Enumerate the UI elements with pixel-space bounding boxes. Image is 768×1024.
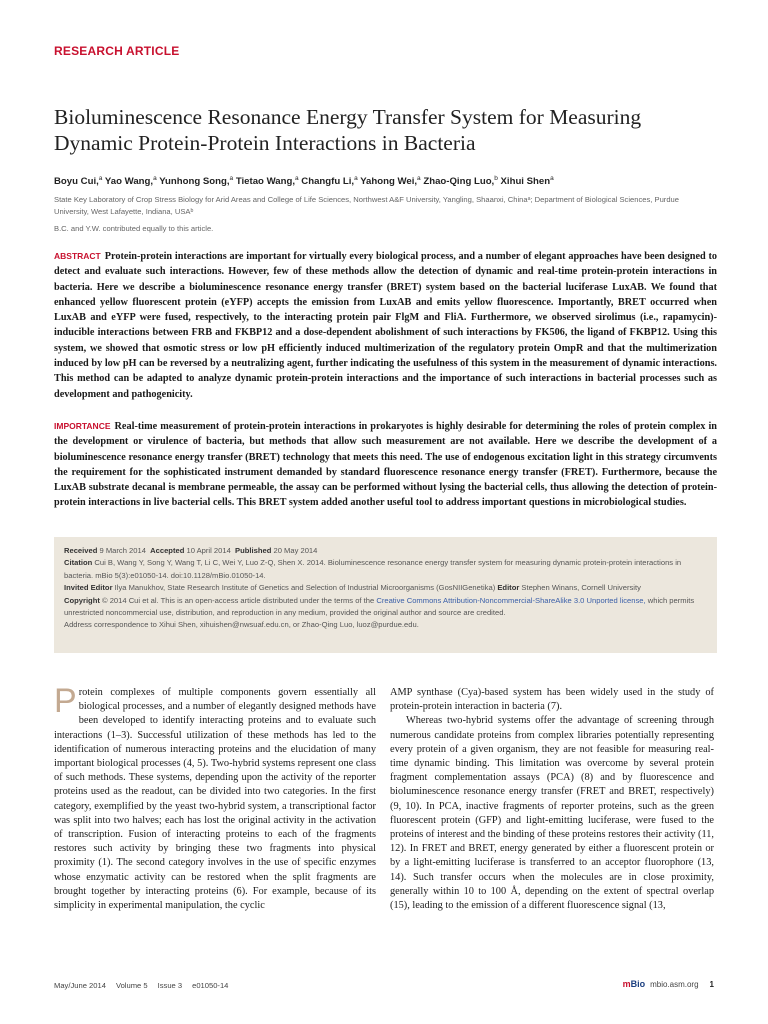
importance (54, 419, 717, 511)
page-number: 1 (709, 979, 714, 989)
footer-right (623, 979, 714, 989)
importance-heading: IMPORTANCE (54, 421, 111, 431)
importance-text: Real-time measurement of protein-protein interactions in prokaryotes is highly desirable for determining the roles of protein complex in the development or virulence of bacteria, but methods that allow such measurement are not available. Here we describe the development of a bioluminescence resonance energy transfer (BRET) technology that meets this need. The use of endogenous excitation light in this strategy circumvents the requirement for the sophisticated instrument demanded by standard fluorescence resonance energy transfer (FRET). Furthermore, because the LuxAB substrate decanal is membrane permeable, the assay can be performed without lysing the bacterial cells, thus allowing the detection of protein-protein interactions in live bacterial cells. This BRET system added another useful tool to address important questions in microbiological studies. (54, 421, 717, 509)
editors: Invited Editor Ilya Manukhov, State Research Institute of Genetics and Selection of Industrial Microorganisms (GosNIIGenetika) Editor Stephen Winans, Cornell University (64, 583, 641, 593)
article-title: Bioluminescence Resonance Energy Transfer System for Measuring Dynamic Protein-Protein Interactions in Bacteria (54, 105, 642, 155)
article-info-box (54, 537, 717, 653)
author: Changfu Li,$^a$ (301, 175, 358, 188)
body-paragraph: AMP synthase (Cya)-based system has been widely used in the study of protein-protein interaction in bacteria (7). (390, 687, 714, 713)
body-paragraph: Whereas two-hybrid systems offer the advantage of screening through numerous candidate proteins from complex libraries potentially representing every protein of a given organism, they are not feasible for measuring real-time dynamic binding. This limitation was overcome by several protein fragment complementation assays (PCA) (8) and by fluorescence and bioluminescence resonance energy transfer (FRET and BRET, respectively) (9, 10). In PCA, inactive fragments of reporter proteins, such as the green fluorescent protein (GFP) and light-emitting luciferase, were fused to the proteins of interest and the binding of these proteins restores their activity (11, 12). In FRET and BRET, energy generated by either a fluorescent protein or by a light-emitting luciferase is transferred to an acceptor fluorophore (13, 14). Such transfer occurs when the molecules are in close proximity, generally within 10 to 100 Å, depending on the extent of spectral overlap (15), leading to the emission of a different fluorescence signal (13, (390, 715, 714, 912)
copyright: Copyright © 2014 Cui et al. This is an open-access article distributed under the terms of the Creative Commons Attribution-Noncommercial-ShareAlike 3.0 Unported license, which permits unrestricted noncommercial use, distribution, and reproduction in any medium, provided the original author and source are credited. (64, 595, 695, 618)
citation: Citation Cui B, Wang Y, Song Y, Wang T, Li C, Wei Y, Luo Z-Q, Shen X. 2014. Bioluminescence resonance energy transfer system for measuring dynamic protein-protein interactions in bacteria. mBio 5(3):e01050-14. doi:10.1128/mBio.01050-14. (64, 558, 682, 580)
author: Zhao-Qing Luo,$^b$ (423, 175, 498, 188)
body-paragraph: Protein complexes of multiple components govern essentially all biological processes, and a number of elegantly designed methods have been developed to identify interacting proteins and to evaluate such interactions (1–3). Successful utilization of these methods has led to the identification of numerous interacting proteins and the elucidation of many important biological processes (4, 5). Two-hybrid systems represent one class of such methods. These systems, depending upon the activity of the reporter proteins used as the readout, can be divided into two categories. In the first category, exemplified by the yeast two-hybrid system, a transcriptional factor was split into two halves; each has lost the original activity in the activation of transcription. Fusion of interacting proteins to each of the fragments restores such activity by bringing these two fragments into physical proximity (1). The second category involves in the use of specific enzymes whose enzymatic activity can be restored when the split fragments are brought together by interacting proteins (6). For example, because of its simplicity in experimental manipulation, the cyclic (54, 682, 376, 912)
body-column-left (54, 682, 376, 913)
body-column-right (390, 686, 714, 913)
author: Yao Wang,$^a$ (104, 175, 157, 188)
footer-issue-info: May/June 2014 Volume 5 Issue 3 e01050-14 (54, 981, 229, 990)
author: Boyu Cui,$^a$ (54, 175, 103, 188)
contribution-note: B.C. and Y.W. contributed equally to this article. (54, 224, 214, 233)
drop-cap: P (54, 682, 77, 720)
author: Xihui Shen$^a$ (500, 175, 554, 188)
author: Yahong Wei,$^a$ (360, 175, 421, 188)
license-link[interactable]: Creative Commons Attribution-Noncommercial-ShareAlike 3.0 Unported license, (376, 595, 646, 605)
article-type-label: RESEARCH ARTICLE (54, 44, 180, 58)
author: Yunhong Song,$^a$ (159, 175, 234, 188)
correspondence: Address correspondence to Xihui Shen, xihuishen@nwsuaf.edu.cn, or Zhao-Qing Luo, luoz@purdue.edu. (64, 620, 419, 630)
abstract-text: Protein-protein interactions are important for virtually every biological process, and a number of elegant approaches have been designed to detect and evaluate such interactions. However, few of these methods allow the detection of dynamic and real-time protein-protein interactions in bacteria. Here we describe a bioluminescence resonance energy transfer (BRET) system based on the bacterial luciferase LuxAB. We found that enhanced yellow fluorescent protein (eYFP) accepts the emission from LuxAB and emits yellow fluorescence. Importantly, BRET occurred when LuxAB and eYFP were fused, respectively, to the interacting protein pair FlgM and FliA. Furthermore, we observed sirolimus (i.e., rapamycin)-inducible interactions between FRB and FKBP12 and a dose-dependent abolishment of such interactions by FK506, the ligand of FKBP12. Using this system, we showed that osmotic stress or low pH efficiently induced multimerization of the regulatory protein OmpR and that the multimerization induced by low pH can be reversed by a neutralizing agent, further indicating the usefulness of this system in the measurement of dynamic interactions. This method can be adapted to analyze dynamic protein-protein interactions and the importance of such interactions in bacterial processes such as development and pathogenicity. (54, 251, 717, 400)
journal-site-link[interactable]: mbio.asm.org (650, 979, 699, 989)
mbio-logo: mBio (622, 979, 646, 989)
abstract-heading: ABSTRACT (54, 251, 101, 261)
dates-line: Received 9 March 2014 Accepted 10 April 2014 Published 20 May 2014 (64, 546, 318, 555)
author: Tietao Wang,$^a$ (235, 175, 299, 188)
author-list (54, 175, 734, 187)
abstract (54, 249, 717, 402)
affiliations: State Key Laboratory of Crop Stress Biology for Arid Areas and College of Life Sciences, Northwest A&F University, Yangling, Shaanxi, Chinaᵃ; Department of Biological Sciences, Purdue University, West Lafayette, Indiana, USAᵇ (54, 195, 679, 216)
